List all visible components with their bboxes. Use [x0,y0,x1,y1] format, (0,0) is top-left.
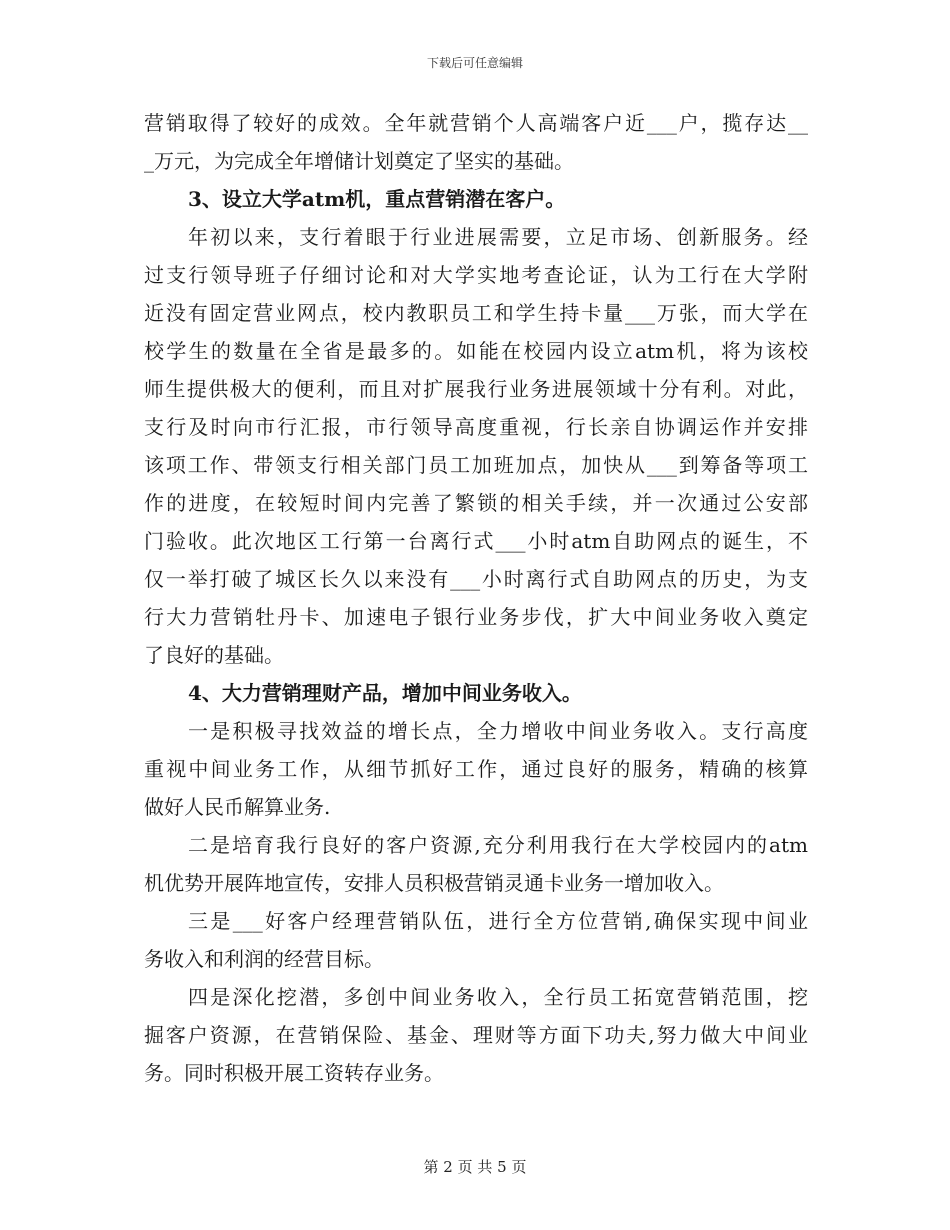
body-text-line: 该项工作、带领支行相关部门员工加班加点，加快从___到筹备等项工 [144,453,808,477]
body-text-line: 二是培育我行良好的客户资源,充分利用我行在大学校园内的atm [188,833,808,857]
body-text-line: 了良好的基础。 [144,643,284,667]
body-text-line: 师生提供极大的便利，而且对扩展我行业务进展领域十分有利。对此， [144,377,808,401]
body-text-line: 门验收。此次地区工行第一台离行式___小时atm自助网点的诞生，不 [144,529,808,553]
body-text-line: 校学生的数量在全省是最多的。如能在校园内设立atm机，将为该校 [144,339,808,363]
body-text-line: _万元，为完成全年增储计划奠定了坚实的基础。 [144,149,574,173]
body-text-line: 行大力营销牡丹卡、加速电子银行业务步伐，扩大中间业务收入奠定 [144,605,808,629]
body-text-line: 支行及时向市行汇报，市行领导高度重视，行长亲自协调运作并安排 [144,415,808,439]
section-heading: 4、大力营销理财产品，增加中间业务收入。 [188,681,582,705]
body-text-line: 机优势开展阵地宣传，安排人员积极营销灵通卡业务一增加收入。 [144,871,724,895]
body-text-line: 一是积极寻找效益的增长点，全力增收中间业务收入。支行高度 [188,719,808,743]
body-text-line: 营销取得了较好的成效。全年就营销个人高端客户近___户，揽存达__ [144,111,808,135]
page-header: 下载后可任意编辑 [426,56,523,70]
body-text-line: 掘客户资源，在营销保险、基金、理财等方面下功夫,努力做大中间业 [144,1023,808,1047]
section-heading: 3、设立大学atm机，重点营销潜在客户。 [188,187,566,211]
document-body [144,104,808,1092]
body-text-line: 重视中间业务工作，从细节抓好工作，通过良好的服务，精确的核算 [144,757,808,781]
body-text-line: 务。同时积极开展工资转存业务。 [144,1061,444,1085]
body-text-line: 年初以来，支行着眼于行业进展需要，立足市场、创新服务。经 [188,225,808,249]
body-text-line: 务收入和利润的经营目标。 [144,947,384,971]
page-footer: 第 2 页 共 5 页 [423,1158,527,1176]
body-text-line: 四是深化挖潜，多创中间业务收入，全行员工拓宽营销范围，挖 [188,985,808,1009]
body-text-line: 做好人民币解算业务. [144,795,331,819]
body-text-line: 近没有固定营业网点，校内教职员工和学生持卡量___万张，而大学在 [144,301,808,325]
body-text-line: 三是___好客户经理营销队伍，进行全方位营销,确保实现中间业 [188,909,808,933]
body-text-line: 作的进度，在较短时间内完善了繁锁的相关手续，并一次通过公安部 [144,491,808,515]
body-text-line: 过支行领导班子仔细讨论和对大学实地考查论证，认为工行在大学附 [144,263,808,287]
body-text-line: 仅一举打破了城区长久以来没有___小时离行式自助网点的历史，为支 [144,567,808,591]
